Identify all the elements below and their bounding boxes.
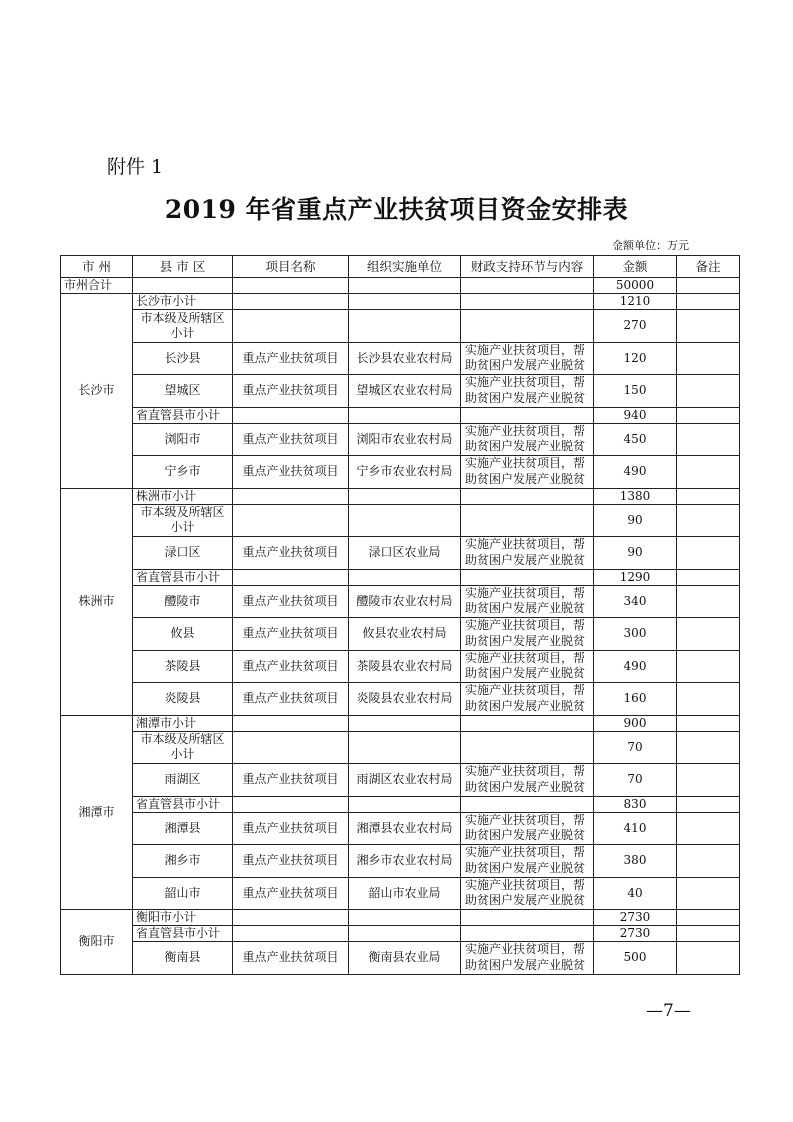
county-cell: 省直管县市小计 (133, 569, 233, 585)
header-content: 财政支持环节与内容 (461, 256, 594, 278)
project-cell: 重点产业扶贫项目 (233, 585, 349, 618)
amount-cell: 2730 (594, 910, 677, 926)
table-row (61, 375, 740, 408)
table-header-row (61, 256, 740, 278)
amount-cell: 940 (594, 407, 677, 423)
attachment-label: 附件 1 (107, 156, 164, 178)
remark-cell (677, 375, 740, 408)
org-cell: 湘潭县农业农村局 (349, 812, 461, 845)
org-cell: 渌口区农业局 (349, 537, 461, 570)
org-cell (349, 796, 461, 812)
org-cell: 雨湖区农业农村局 (349, 764, 461, 797)
org-cell: 浏阳市农业农村局 (349, 423, 461, 456)
remark-cell (677, 488, 740, 504)
project-cell: 重点产业扶贫项目 (233, 537, 349, 570)
table-row (61, 731, 740, 764)
document-title: 2019 年省重点产业扶贫项目资金安排表 (164, 195, 629, 224)
remark-cell (677, 585, 740, 618)
county-cell: 韶山市 (133, 877, 233, 910)
table-row (61, 423, 740, 456)
content-cell (461, 488, 594, 504)
county-cell: 湘潭市小计 (133, 715, 233, 731)
project-cell (233, 796, 349, 812)
content-cell: 实施产业扶贫项目，帮助贫困户发展产业脱贫 (461, 683, 594, 716)
org-cell: 湘乡市农业农村局 (349, 845, 461, 878)
content-cell (461, 569, 594, 585)
amount-cell: 490 (594, 650, 677, 683)
amount-cell: 90 (594, 504, 677, 537)
amount-cell: 160 (594, 683, 677, 716)
table-row (61, 650, 740, 683)
table-row (61, 764, 740, 797)
remark-cell (677, 910, 740, 926)
remark-cell (677, 310, 740, 343)
remark-cell (677, 942, 740, 975)
content-cell (461, 796, 594, 812)
project-cell: 重点产业扶贫项目 (233, 650, 349, 683)
county-cell: 省直管县市小计 (133, 407, 233, 423)
table-row (61, 294, 740, 310)
remark-cell (677, 926, 740, 942)
content-cell: 实施产业扶贫项目，帮助贫困户发展产业脱贫 (461, 764, 594, 797)
amount-cell: 40 (594, 877, 677, 910)
county-cell: 雨湖区 (133, 764, 233, 797)
amount-cell: 150 (594, 375, 677, 408)
org-cell (349, 310, 461, 343)
fund-allocation-table (60, 255, 740, 975)
org-cell (349, 294, 461, 310)
table-row (61, 796, 740, 812)
table-row (61, 618, 740, 651)
table-row (61, 715, 740, 731)
amount-cell: 70 (594, 731, 677, 764)
project-cell (233, 504, 349, 537)
amount-cell: 830 (594, 796, 677, 812)
amount-unit-note: 金额单位：万元 (612, 239, 689, 252)
remark-cell (677, 537, 740, 570)
project-cell: 重点产业扶贫项目 (233, 764, 349, 797)
header-amount: 金额 (594, 256, 677, 278)
content-cell (461, 715, 594, 731)
city-cell: 株洲市 (61, 488, 133, 715)
content-cell (461, 294, 594, 310)
content-cell: 实施产业扶贫项目，帮助贫困户发展产业脱贫 (461, 585, 594, 618)
remark-cell (677, 407, 740, 423)
county-cell: 浏阳市 (133, 423, 233, 456)
remark-cell (677, 569, 740, 585)
content-cell: 实施产业扶贫项目，帮助贫困户发展产业脱贫 (461, 342, 594, 375)
amount-cell: 380 (594, 845, 677, 878)
content-cell: 实施产业扶贫项目，帮助贫困户发展产业脱贫 (461, 877, 594, 910)
amount-cell: 340 (594, 585, 677, 618)
project-cell (233, 294, 349, 310)
content-cell (461, 504, 594, 537)
content-cell (461, 926, 594, 942)
content-cell: 实施产业扶贫项目，帮助贫困户发展产业脱贫 (461, 375, 594, 408)
amount-cell: 90 (594, 537, 677, 570)
remark-cell (677, 504, 740, 537)
amount-cell: 1380 (594, 488, 677, 504)
table-row (61, 683, 740, 716)
remark-cell (677, 423, 740, 456)
org-cell: 长沙县农业农村局 (349, 342, 461, 375)
total-row (61, 278, 740, 294)
content-cell: 实施产业扶贫项目，帮助贫困户发展产业脱贫 (461, 845, 594, 878)
total-label: 市州合计 (61, 278, 133, 294)
project-cell (233, 715, 349, 731)
org-cell (349, 504, 461, 537)
table-row (61, 569, 740, 585)
content-cell (461, 731, 594, 764)
county-cell: 湘潭县 (133, 812, 233, 845)
remark-cell (677, 456, 740, 489)
page-number: —7— (646, 1001, 691, 1021)
county-cell: 株洲市小计 (133, 488, 233, 504)
city-cell: 衡阳市 (61, 910, 133, 975)
table-row (61, 310, 740, 343)
remark-cell (677, 845, 740, 878)
remark-cell (677, 342, 740, 375)
county-cell: 宁乡市 (133, 456, 233, 489)
county-cell: 市本级及所辖区小计 (133, 504, 233, 537)
content-cell (461, 910, 594, 926)
content-cell: 实施产业扶贫项目，帮助贫困户发展产业脱贫 (461, 942, 594, 975)
remark-cell (677, 764, 740, 797)
project-cell: 重点产业扶贫项目 (233, 942, 349, 975)
amount-cell: 490 (594, 456, 677, 489)
header-org: 组织实施单位 (349, 256, 461, 278)
remark-cell (677, 715, 740, 731)
remark-cell (677, 618, 740, 651)
project-cell (233, 488, 349, 504)
total-amount: 50000 (594, 278, 677, 294)
county-cell: 衡南县 (133, 942, 233, 975)
org-cell (349, 731, 461, 764)
county-cell: 衡阳市小计 (133, 910, 233, 926)
county-cell: 渌口区 (133, 537, 233, 570)
county-cell: 省直管县市小计 (133, 926, 233, 942)
remark-cell (677, 731, 740, 764)
project-cell: 重点产业扶贫项目 (233, 423, 349, 456)
amount-cell: 450 (594, 423, 677, 456)
header-remark: 备注 (677, 256, 740, 278)
amount-cell: 900 (594, 715, 677, 731)
project-cell (233, 910, 349, 926)
content-cell: 实施产业扶贫项目，帮助贫困户发展产业脱贫 (461, 423, 594, 456)
table-row (61, 812, 740, 845)
county-cell: 望城区 (133, 375, 233, 408)
project-cell (233, 731, 349, 764)
amount-cell: 2730 (594, 926, 677, 942)
remark-cell (677, 812, 740, 845)
table-row (61, 342, 740, 375)
remark-cell (677, 294, 740, 310)
content-cell (461, 407, 594, 423)
header-county: 县 市 区 (133, 256, 233, 278)
amount-cell: 70 (594, 764, 677, 797)
amount-cell: 410 (594, 812, 677, 845)
table-row (61, 926, 740, 942)
project-cell (233, 407, 349, 423)
city-cell: 长沙市 (61, 294, 133, 489)
header-city: 市 州 (61, 256, 133, 278)
org-cell: 炎陵县农业农村局 (349, 683, 461, 716)
project-cell: 重点产业扶贫项目 (233, 456, 349, 489)
city-cell: 湘潭市 (61, 715, 133, 910)
project-cell: 重点产业扶贫项目 (233, 683, 349, 716)
table-row (61, 456, 740, 489)
header-project: 项目名称 (233, 256, 349, 278)
table-row (61, 877, 740, 910)
content-cell (461, 310, 594, 343)
org-cell (349, 910, 461, 926)
table-row (61, 504, 740, 537)
county-cell: 市本级及所辖区小计 (133, 310, 233, 343)
county-cell: 长沙市小计 (133, 294, 233, 310)
remark-cell (677, 877, 740, 910)
project-cell (233, 310, 349, 343)
org-cell (349, 407, 461, 423)
amount-cell: 270 (594, 310, 677, 343)
remark-cell (677, 650, 740, 683)
remark-cell (677, 796, 740, 812)
org-cell (349, 488, 461, 504)
county-cell: 醴陵市 (133, 585, 233, 618)
org-cell (349, 569, 461, 585)
org-cell (349, 715, 461, 731)
amount-cell: 500 (594, 942, 677, 975)
project-cell: 重点产业扶贫项目 (233, 342, 349, 375)
county-cell: 攸县 (133, 618, 233, 651)
county-cell: 省直管县市小计 (133, 796, 233, 812)
project-cell: 重点产业扶贫项目 (233, 845, 349, 878)
project-cell (233, 569, 349, 585)
remark-cell (677, 683, 740, 716)
county-cell: 长沙县 (133, 342, 233, 375)
table-row (61, 910, 740, 926)
amount-cell: 300 (594, 618, 677, 651)
org-cell: 衡南县农业局 (349, 942, 461, 975)
amount-cell: 1290 (594, 569, 677, 585)
amount-cell: 1210 (594, 294, 677, 310)
table-row (61, 585, 740, 618)
content-cell: 实施产业扶贫项目，帮助贫困户发展产业脱贫 (461, 812, 594, 845)
county-cell: 湘乡市 (133, 845, 233, 878)
table-row (61, 537, 740, 570)
org-cell: 韶山市农业局 (349, 877, 461, 910)
project-cell (233, 926, 349, 942)
content-cell: 实施产业扶贫项目，帮助贫困户发展产业脱贫 (461, 456, 594, 489)
project-cell: 重点产业扶贫项目 (233, 812, 349, 845)
project-cell: 重点产业扶贫项目 (233, 618, 349, 651)
project-cell: 重点产业扶贫项目 (233, 877, 349, 910)
county-cell: 炎陵县 (133, 683, 233, 716)
content-cell: 实施产业扶贫项目，帮助贫困户发展产业脱贫 (461, 650, 594, 683)
county-cell: 市本级及所辖区小计 (133, 731, 233, 764)
table-row (61, 407, 740, 423)
org-cell: 宁乡市农业农村局 (349, 456, 461, 489)
org-cell (349, 926, 461, 942)
org-cell: 望城区农业农村局 (349, 375, 461, 408)
org-cell: 醴陵市农业农村局 (349, 585, 461, 618)
org-cell: 攸县农业农村局 (349, 618, 461, 651)
county-cell: 茶陵县 (133, 650, 233, 683)
table-row (61, 942, 740, 975)
org-cell: 茶陵县农业农村局 (349, 650, 461, 683)
project-cell: 重点产业扶贫项目 (233, 375, 349, 408)
amount-cell: 120 (594, 342, 677, 375)
table-row (61, 845, 740, 878)
table-row (61, 488, 740, 504)
content-cell: 实施产业扶贫项目，帮助贫困户发展产业脱贫 (461, 618, 594, 651)
content-cell: 实施产业扶贫项目，帮助贫困户发展产业脱贫 (461, 537, 594, 570)
